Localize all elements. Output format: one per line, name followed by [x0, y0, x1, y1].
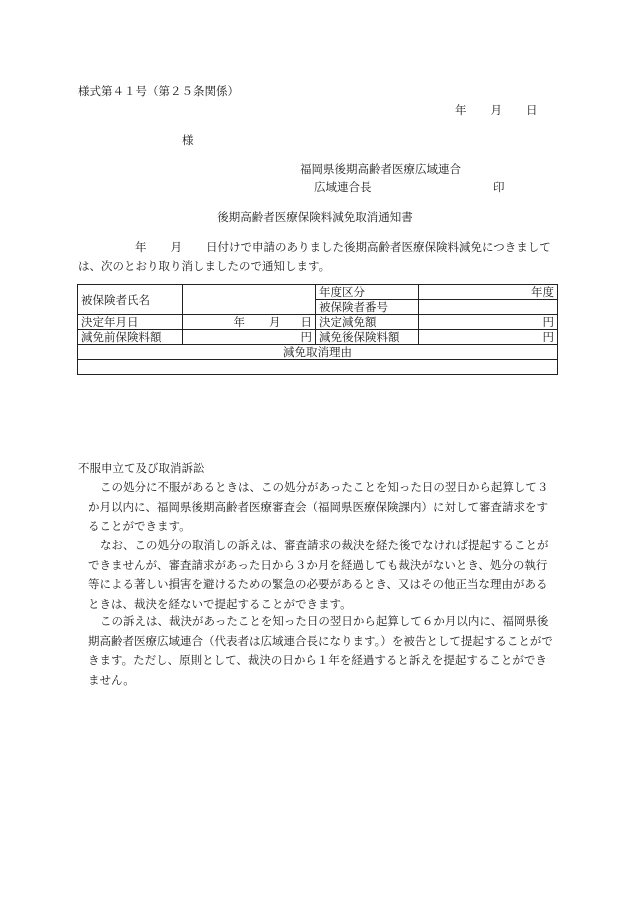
reason-label: 減免取消理由: [78, 345, 558, 360]
insured-number-label: 被保険者番号: [316, 300, 419, 315]
insured-name-label: 被保険者氏名: [78, 285, 183, 315]
fiscal-year-label: 年度区分: [316, 285, 419, 300]
decision-year: 年: [233, 315, 245, 329]
premium-after-value: 円: [419, 330, 558, 345]
insured-name-value: [183, 285, 316, 315]
fiscal-year-value: 年度: [419, 285, 558, 300]
reduction-amount-value: 円: [419, 315, 558, 330]
appeal-heading: 不服申立て及び取消訴訟: [78, 461, 205, 475]
reason-body: [78, 360, 558, 375]
reduction-amount-label: 決定減免額: [316, 315, 419, 330]
intro-text: 日付けで申請のありました後期高齢者医療保険料減免につきましては、次のとおり取り消しましたので通知します。: [78, 240, 551, 273]
issuer-organization: 福岡県後期高齢者医療広域連合: [300, 162, 461, 176]
seal-mark: 印: [493, 180, 505, 194]
date-month: 月: [490, 103, 502, 117]
decision-day: 日: [300, 315, 312, 329]
premium-before-value: 円: [183, 330, 316, 345]
addressee-suffix: 様: [182, 133, 194, 147]
issue-date: [455, 104, 538, 118]
decision-date-value: [183, 315, 316, 330]
decision-date-label: 決定年月日: [78, 315, 183, 330]
form-number: 様式第４１号（第２５条関係）: [78, 84, 239, 98]
intro-month: 月: [170, 240, 182, 254]
document-title: 後期高齢者医療保険料減免取消通知書: [217, 210, 413, 224]
notice-table: [77, 284, 558, 375]
decision-month: 月: [269, 315, 281, 329]
intro-year: 年: [135, 240, 147, 254]
premium-before-label: 減免前保険料額: [78, 330, 183, 345]
appeal-paragraph-2: なお、この処分の取消しの訴えは、審査請求の裁決を経た後でなければ提起することができませんが、審査請求があった日から３か月を経過しても裁決がないとき、処分の執行等による著しい損害を避けるための緊急の必要があるとき、又はその他正当な理由があるときは、裁決を経ないで提起することができます。: [88, 538, 549, 611]
issuer-title: 広域連合長: [314, 180, 372, 194]
appeal-paragraph-1: この処分に不服があるときは、この処分があったことを知った日の翌日から起算して３か月以内に、福岡県後期高齢者医療審査会（福岡県医療保険課内）に対して審査請求をすることができます。: [88, 480, 549, 533]
premium-after-label: 減免後保険料額: [316, 330, 419, 345]
insured-number-value: [419, 300, 558, 315]
appeal-paragraph-3: この訴えは、裁決があったことを知った日の翌日から起算して６か月以内に、福岡県後期高齢者医療広域連合（代表者は広域連合長になります。）を被告として提起することができます。ただし、原則として、裁決の日から１年を経過すると訴えを提起することができません。: [88, 614, 553, 687]
intro-paragraph: [78, 238, 558, 276]
date-day: 日: [526, 103, 538, 117]
date-year: 年: [455, 103, 467, 117]
